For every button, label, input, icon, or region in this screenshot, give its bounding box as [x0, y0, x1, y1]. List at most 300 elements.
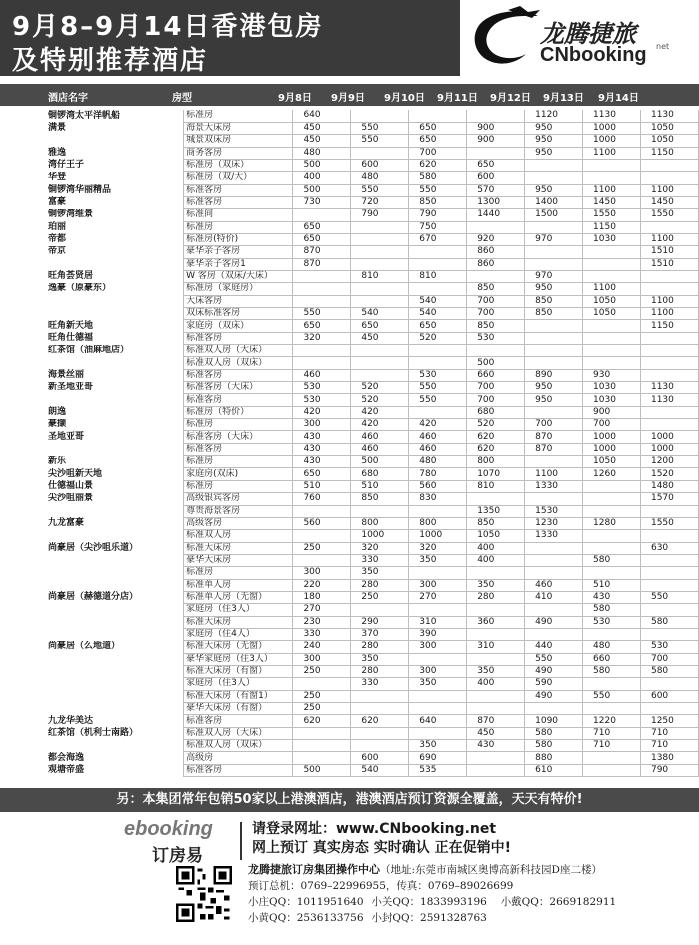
price-cell: 870	[525, 431, 583, 443]
price-cell: 650	[293, 468, 351, 480]
hotel-name-cell: 海景丝丽	[48, 369, 85, 380]
table-row	[0, 270, 699, 282]
page-title-line1: 9月8–9月14日香港包房	[12, 12, 324, 42]
table-row	[0, 184, 699, 196]
room-type-cell: 标准单人房	[184, 579, 293, 591]
price-cell: 800	[467, 456, 525, 468]
price-cell: 300	[293, 419, 351, 431]
price-cell	[583, 332, 641, 344]
price-cell	[467, 604, 525, 616]
room-type-cell: 标准房	[184, 480, 293, 492]
price-cell: 540	[351, 308, 409, 320]
table-row	[0, 493, 699, 505]
price-cell: 600	[351, 752, 409, 764]
col-date-1: 9月8日	[278, 93, 312, 104]
qr-code-icon[interactable]	[176, 866, 232, 922]
price-cell: 1250	[640, 715, 698, 727]
room-type-cell: 城景双床房	[184, 135, 293, 147]
price-cell: 410	[525, 591, 583, 603]
price-cell	[583, 172, 641, 184]
qq-contact[interactable]: 小黄QQ：2536133756	[248, 912, 364, 924]
price-cell: 1050	[467, 530, 525, 542]
table-row	[0, 295, 699, 307]
room-type-cell: 标准房	[184, 567, 293, 579]
room-type-cell: 标准客房	[184, 196, 293, 208]
price-cell	[351, 147, 409, 159]
room-type-cell: 标准客房	[184, 443, 293, 455]
price-cell: 420	[409, 419, 467, 431]
price-cell: 550	[351, 184, 409, 196]
table-row	[0, 172, 699, 184]
table-row	[0, 752, 699, 764]
hotel-name-cell: 豪撷	[48, 419, 67, 430]
price-cell	[293, 283, 351, 295]
price-cell	[640, 369, 698, 381]
price-cell	[351, 604, 409, 616]
price-cell: 450	[293, 135, 351, 147]
price-cell: 530	[293, 394, 351, 406]
price-cell: 610	[525, 764, 583, 776]
price-cell: 330	[351, 678, 409, 690]
price-cell	[640, 628, 698, 640]
price-cell: 1550	[640, 209, 698, 221]
table-row	[0, 456, 699, 468]
price-cell: 1440	[467, 209, 525, 221]
table-row	[0, 209, 699, 221]
price-cell: 950	[525, 283, 583, 295]
price-cell	[640, 530, 698, 542]
price-cell: 690	[409, 752, 467, 764]
price-cell: 1100	[640, 295, 698, 307]
price-cell	[583, 270, 641, 282]
price-cell: 620	[409, 159, 467, 171]
price-cell: 460	[409, 431, 467, 443]
table-row	[0, 357, 699, 369]
price-cell: 480	[293, 147, 351, 159]
room-type-cell: 标准客房	[184, 332, 293, 344]
price-cell: 400	[467, 678, 525, 690]
price-cell: 280	[351, 665, 409, 677]
price-cell	[583, 480, 641, 492]
price-cell: 1000	[640, 443, 698, 455]
price-cell: 230	[293, 616, 351, 628]
price-cell	[293, 554, 351, 566]
price-cell: 430	[293, 443, 351, 455]
price-cell	[640, 604, 698, 616]
price-cell: 400	[293, 172, 351, 184]
table-row	[0, 159, 699, 171]
table-row	[0, 604, 699, 616]
price-cell: 520	[351, 394, 409, 406]
price-cell: 640	[409, 715, 467, 727]
price-cell	[640, 567, 698, 579]
price-cell: 660	[583, 653, 641, 665]
hotel-name-cell	[0, 628, 184, 640]
hotel-name-cell	[0, 357, 184, 369]
price-cell	[351, 258, 409, 270]
qq-contact[interactable]: 小戴QQ：2669182911	[500, 896, 617, 908]
price-cell: 270	[293, 604, 351, 616]
hotel-name-cell: 尚豪居（么地道）	[48, 641, 121, 652]
price-cell: 650	[293, 233, 351, 245]
hotel-name-cell	[0, 567, 184, 579]
price-cell: 700	[409, 147, 467, 159]
hotel-name-cell: 华登	[48, 172, 67, 183]
price-cell	[409, 357, 467, 369]
price-cell: 420	[351, 406, 409, 418]
price-cell: 650	[351, 320, 409, 332]
table-row	[0, 554, 699, 566]
price-cell	[351, 690, 409, 702]
price-cell: 540	[409, 308, 467, 320]
price-cell: 1000	[640, 431, 698, 443]
price-cell: 970	[525, 270, 583, 282]
room-type-cell: 豪华大床房	[184, 554, 293, 566]
col-room-type: 房型	[172, 93, 192, 104]
table-row	[0, 690, 699, 702]
price-cell	[525, 172, 583, 184]
room-type-cell: 豪华大床房（有窗）	[184, 703, 293, 715]
table-row	[0, 258, 699, 270]
hotel-name-cell: 圣地亚哥	[48, 431, 85, 442]
table-row	[0, 740, 699, 752]
price-cell: 810	[467, 480, 525, 492]
price-cell	[640, 579, 698, 591]
price-cell	[525, 456, 583, 468]
hotel-name-cell: 新圣地亚哥	[48, 382, 94, 393]
hotel-name-cell: 尖沙咀丽景	[48, 493, 94, 504]
price-cell	[409, 110, 467, 122]
promo-text	[252, 820, 511, 858]
qq-contact[interactable]: 小庄QQ：1011951640	[248, 896, 364, 908]
price-cell	[525, 221, 583, 233]
room-type-cell: 标准房（特价）	[184, 406, 293, 418]
price-cell	[525, 258, 583, 270]
hotel-name-cell: 帝都	[48, 234, 67, 245]
hotel-name-cell: 铜锣湾华丽精品	[48, 184, 112, 195]
table-row	[0, 628, 699, 640]
qq-contact[interactable]: 小关QQ：1833993196	[371, 896, 487, 908]
table-row	[0, 332, 699, 344]
price-cell: 1070	[467, 468, 525, 480]
room-type-cell: 标准双人房（大床）	[184, 727, 293, 739]
room-type-cell: 双床标准客房	[184, 308, 293, 320]
qq-contact[interactable]: 小封QQ：2591328763	[371, 912, 487, 924]
hotel-name-cell	[0, 505, 184, 517]
price-cell: 880	[525, 752, 583, 764]
price-cell: 520	[351, 382, 409, 394]
table-row	[0, 246, 699, 258]
room-type-cell: 标准大床房（有窗1）	[184, 690, 293, 702]
price-cell: 700	[640, 653, 698, 665]
price-cell: 350	[351, 653, 409, 665]
hotel-name-cell: 满景	[48, 123, 67, 134]
price-cell: 650	[409, 135, 467, 147]
price-cell: 500	[293, 184, 351, 196]
price-cell	[525, 703, 583, 715]
table-row	[0, 517, 699, 529]
room-type-cell: 商务客房	[184, 147, 293, 159]
table-row	[0, 122, 699, 134]
hotel-name-cell	[0, 653, 184, 665]
col-date-5: 9月12日	[490, 93, 531, 104]
price-cell: 850	[351, 493, 409, 505]
price-cell: 900	[467, 122, 525, 134]
price-cell: 460	[351, 443, 409, 455]
price-cell: 680	[467, 406, 525, 418]
price-cell: 710	[583, 740, 641, 752]
ebooking-brand: ebooking	[124, 818, 213, 840]
price-cell: 280	[467, 591, 525, 603]
hotel-name-cell	[0, 308, 184, 320]
table-row	[0, 382, 699, 394]
price-cell	[467, 653, 525, 665]
price-cell: 950	[525, 122, 583, 134]
hotel-name-cell: 旺角新天地	[48, 320, 94, 331]
ebooking-cn: 订房易	[152, 846, 203, 866]
price-cell	[467, 110, 525, 122]
hotel-name-cell	[0, 690, 184, 702]
price-cell: 1100	[640, 308, 698, 320]
price-cell: 420	[351, 419, 409, 431]
price-cell: 1400	[525, 196, 583, 208]
hotel-name-cell: 仕德福山景	[48, 480, 94, 491]
room-type-cell: 高级银宾客房	[184, 493, 293, 505]
price-cell	[351, 233, 409, 245]
hotel-name-cell: 雅逸	[48, 147, 67, 158]
price-cell: 580	[525, 740, 583, 752]
price-cell	[525, 406, 583, 418]
room-type-cell: 家庭房（住4人）	[184, 628, 293, 640]
price-cell	[640, 283, 698, 295]
price-cell	[409, 604, 467, 616]
table-row	[0, 727, 699, 739]
price-cell: 850	[525, 295, 583, 307]
table-row	[0, 283, 699, 295]
price-cell: 350	[409, 554, 467, 566]
price-cell	[467, 703, 525, 715]
price-cell	[409, 505, 467, 517]
room-type-cell: 标准客房	[184, 394, 293, 406]
price-cell: 790	[409, 209, 467, 221]
price-cell	[409, 283, 467, 295]
price-cell: 350	[467, 579, 525, 591]
price-cell: 500	[351, 456, 409, 468]
price-cell: 1150	[640, 147, 698, 159]
price-cell: 320	[351, 542, 409, 554]
hotel-name-cell	[0, 579, 184, 591]
price-cell: 620	[293, 715, 351, 727]
col-date-6: 9月13日	[543, 93, 584, 104]
price-cell: 460	[525, 579, 583, 591]
hotel-name-cell: 逸豪（原豪东）	[48, 283, 112, 294]
room-type-cell: 高级房	[184, 752, 293, 764]
price-cell: 1280	[583, 517, 641, 529]
price-cell	[525, 554, 583, 566]
address: （地址:东莞市南城区奥博高新科技园D座二楼）	[380, 864, 602, 876]
room-type-cell: 标准客房	[184, 184, 293, 196]
hotel-name-cell: 观塘帝盛	[48, 764, 85, 775]
table-row	[0, 567, 699, 579]
price-cell	[525, 320, 583, 332]
price-cell: 535	[409, 764, 467, 776]
price-cell: 540	[409, 295, 467, 307]
price-cell: 510	[583, 579, 641, 591]
price-cell: 850	[467, 517, 525, 529]
room-type-cell: 家庭房（住3人）	[184, 678, 293, 690]
price-cell	[525, 628, 583, 640]
price-cell	[583, 493, 641, 505]
slogan-line: 网上预订 真实房态 实时确认 正在促销中!	[252, 840, 512, 856]
hotel-name-cell: 尚豪居（尖沙咀乐道）	[48, 542, 139, 553]
price-cell	[583, 258, 641, 270]
price-cell	[583, 703, 641, 715]
price-cell: 250	[293, 542, 351, 554]
room-type-cell: 尊贵海景客房	[184, 505, 293, 517]
price-cell: 590	[525, 678, 583, 690]
table-row	[0, 196, 699, 208]
price-cell	[640, 270, 698, 282]
price-cell: 1570	[640, 493, 698, 505]
price-cell: 350	[351, 567, 409, 579]
price-cell: 1000	[409, 530, 467, 542]
price-cell: 1030	[583, 394, 641, 406]
price-cell: 530	[583, 616, 641, 628]
price-cell: 540	[351, 764, 409, 776]
price-cell: 570	[467, 184, 525, 196]
promo-banner: 另：本集团常年包销50家以上港澳酒店，港澳酒店预订资源全覆盖，天天有特价!	[0, 788, 699, 812]
price-cell: 1050	[640, 122, 698, 134]
price-cell: 300	[409, 579, 467, 591]
room-type-cell: 家庭房(双床)	[184, 468, 293, 480]
price-cell: 490	[525, 665, 583, 677]
price-cell: 250	[293, 690, 351, 702]
price-cell: 860	[467, 258, 525, 270]
room-type-cell: 标准大床房（无窗）	[184, 641, 293, 653]
price-cell: 500	[293, 764, 351, 776]
price-cell: 370	[351, 628, 409, 640]
table-row	[0, 530, 699, 542]
price-cell	[409, 567, 467, 579]
price-cell: 1330	[525, 480, 583, 492]
hotel-name-cell: 尚豪居（赫德道分店）	[48, 592, 139, 603]
price-cell: 430	[583, 591, 641, 603]
ops-center-title: 龙腾捷旅订房集团操作中心	[248, 863, 380, 876]
page-title-line2: 及特别推荐酒店	[12, 46, 209, 76]
price-cell: 700	[467, 394, 525, 406]
divider	[240, 822, 242, 860]
price-cell: 1100	[640, 184, 698, 196]
price-cell: 650	[293, 221, 351, 233]
room-type-cell: 标准客房	[184, 369, 293, 381]
price-cell: 580	[640, 665, 698, 677]
price-cell: 650	[467, 159, 525, 171]
price-cell	[409, 727, 467, 739]
hotel-price-table	[0, 110, 699, 777]
price-cell	[351, 740, 409, 752]
price-cell: 600	[640, 690, 698, 702]
price-cell	[583, 752, 641, 764]
price-cell: 800	[351, 517, 409, 529]
price-cell	[583, 678, 641, 690]
price-cell: 1500	[525, 209, 583, 221]
price-cell: 330	[293, 628, 351, 640]
price-cell: 500	[467, 357, 525, 369]
website-line[interactable]: 请登录网址：www.CNbooking.net	[252, 821, 497, 837]
price-cell	[525, 604, 583, 616]
table-row	[0, 320, 699, 332]
price-cell	[351, 505, 409, 517]
table-row	[0, 480, 699, 492]
price-cell: 480	[583, 641, 641, 653]
price-cell: 250	[293, 665, 351, 677]
price-cell: 1330	[525, 530, 583, 542]
price-cell: 580	[583, 604, 641, 616]
room-type-cell: 家庭房（双床）	[184, 320, 293, 332]
hotel-name-cell	[0, 703, 184, 715]
price-cell: 700	[467, 295, 525, 307]
room-type-cell: 标准单人房（无窗）	[184, 591, 293, 603]
price-cell: 1050	[640, 135, 698, 147]
price-cell: 440	[525, 641, 583, 653]
room-type-cell: 标准房（双床）	[184, 159, 293, 171]
room-type-cell: 海景大床房	[184, 122, 293, 134]
price-cell	[293, 270, 351, 282]
price-cell	[640, 221, 698, 233]
room-type-cell: W 客房（双床/大床）	[184, 270, 293, 282]
price-cell	[467, 764, 525, 776]
price-cell: 1000	[583, 443, 641, 455]
price-cell	[467, 493, 525, 505]
hotel-name-cell	[0, 530, 184, 542]
hotel-name-cell	[0, 554, 184, 566]
price-cell	[640, 505, 698, 517]
price-cell: 1550	[583, 209, 641, 221]
price-cell	[583, 320, 641, 332]
price-cell: 860	[467, 246, 525, 258]
price-cell: 1150	[583, 221, 641, 233]
price-cell	[293, 295, 351, 307]
price-cell	[583, 505, 641, 517]
price-cell	[293, 727, 351, 739]
price-cell: 1220	[583, 715, 641, 727]
room-type-cell: 标准大床房（有窗）	[184, 665, 293, 677]
room-type-cell: 豪华家庭房（住3人）	[184, 653, 293, 665]
price-cell: 490	[525, 690, 583, 702]
price-cell: 550	[351, 135, 409, 147]
price-cell: 870	[293, 246, 351, 258]
room-type-cell: 标准双人房	[184, 530, 293, 542]
room-type-cell: 标准客房	[184, 764, 293, 776]
price-cell: 790	[640, 764, 698, 776]
hotel-name-cell	[0, 678, 184, 690]
price-cell: 550	[409, 382, 467, 394]
room-type-cell: 高级客房	[184, 517, 293, 529]
price-cell: 580	[583, 554, 641, 566]
price-cell: 870	[293, 258, 351, 270]
price-cell	[293, 505, 351, 517]
hotel-name-cell: 朗逸	[48, 406, 67, 417]
price-cell	[293, 357, 351, 369]
hotline: 预订总机：0769–22996955，传真：0769–89026699	[248, 880, 514, 892]
price-cell: 1000	[583, 431, 641, 443]
price-cell	[351, 221, 409, 233]
room-type-cell: 标准房（双/大）	[184, 172, 293, 184]
price-cell	[640, 678, 698, 690]
price-cell	[525, 542, 583, 554]
price-cell: 1300	[467, 196, 525, 208]
hotel-name-cell: 新乐	[48, 456, 67, 467]
